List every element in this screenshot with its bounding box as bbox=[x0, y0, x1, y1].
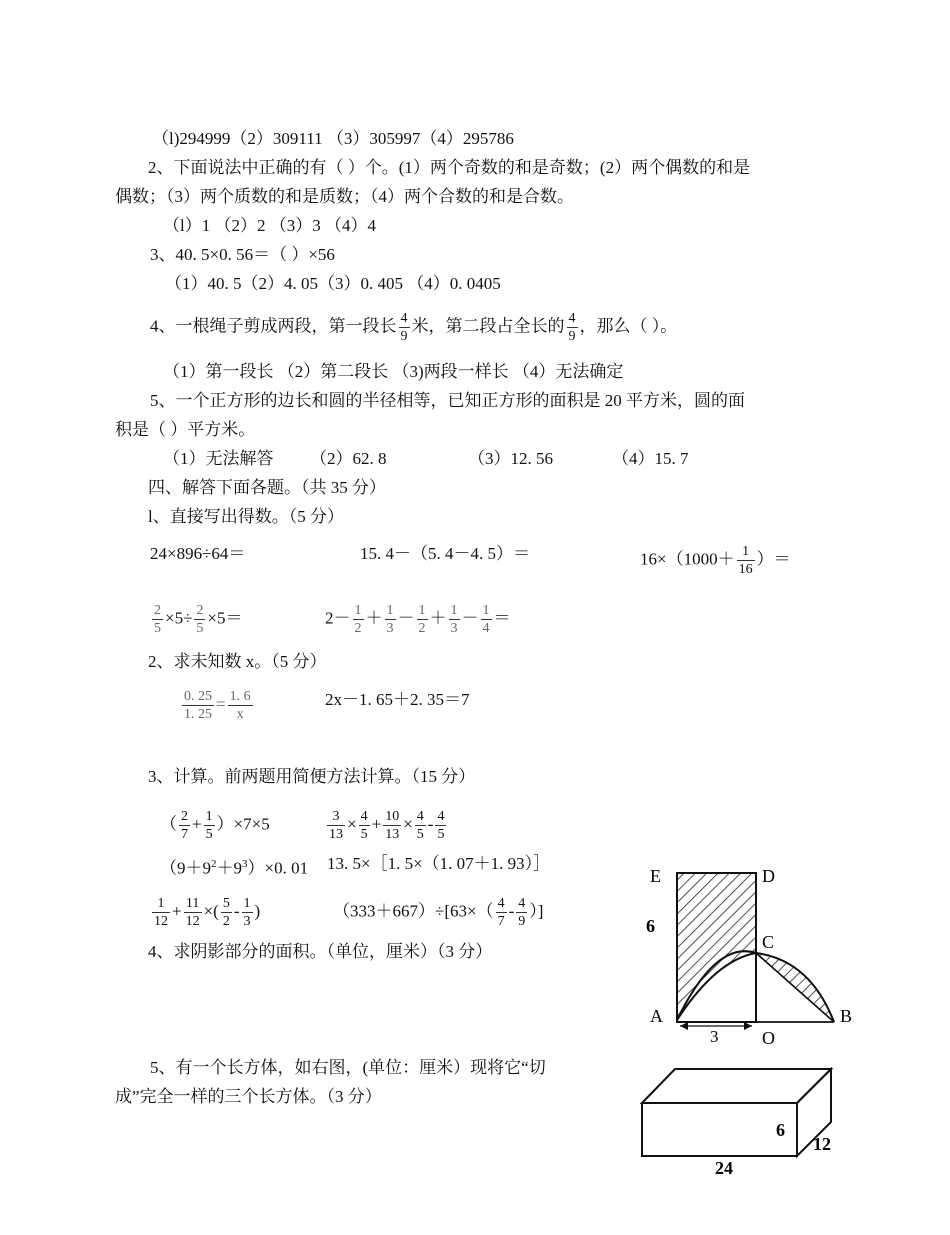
c6-b: ）] bbox=[529, 901, 544, 921]
part4-title: 4、求阴影部分的面积。（单位，厘米）（3 分） bbox=[148, 942, 493, 961]
eq1: $\frac{0. 25}{1. 25}$ = $\frac{1. 6}{x}$ bbox=[184, 689, 251, 722]
label-O: O bbox=[762, 1028, 775, 1048]
fraction-4-5-b: $\frac{4}{5}$ bbox=[416, 809, 424, 842]
calc-c1: （ $\frac{2}{7}$ + $\frac{1}{5}$ ）×7×5 bbox=[160, 809, 270, 842]
fraction-0.25-1.25 bbox=[182, 688, 214, 723]
q3-text: 3、40. 5×0. 56＝（ ）×56 bbox=[150, 245, 335, 264]
frac-den: 9 bbox=[400, 329, 408, 344]
fraction-1-3-c: $\frac{1}{3}$ bbox=[243, 896, 251, 929]
eq2: 2x－1. 65＋2. 35＝7 bbox=[325, 690, 470, 709]
label-6: 6 bbox=[646, 916, 655, 936]
fraction-4-9-c: $\frac{4}{9}$ bbox=[518, 896, 526, 929]
fraction-1.6-x bbox=[228, 688, 253, 723]
fraction-2-7: $\frac{2}{7}$ bbox=[181, 809, 188, 842]
q4-text bbox=[150, 310, 677, 345]
calc2: 15. 4－（5. 4－4. 5）＝ bbox=[360, 544, 530, 563]
calc1: 24×896÷64＝ bbox=[150, 544, 246, 563]
c6-a: （333＋667）÷[63×（ bbox=[333, 901, 494, 921]
frac-den: 9 bbox=[568, 329, 576, 344]
cuboid-figure bbox=[635, 1060, 845, 1180]
q2-line2: 偶数；（3）两个质数的和是质数；（4）两个合数的和是合数。 bbox=[115, 187, 574, 206]
calc4-mid2: ×5＝ bbox=[207, 608, 243, 628]
label-A: A bbox=[650, 1006, 663, 1026]
arrow-head-right bbox=[744, 1022, 752, 1030]
c1-end: ）×7×5 bbox=[216, 814, 270, 834]
frac-num: 4 bbox=[400, 311, 408, 326]
calc3-b: ）＝ bbox=[756, 549, 791, 569]
c3-b: ＋9 bbox=[216, 858, 242, 878]
fraction-3-13: $\frac{3}{13}$ bbox=[329, 809, 343, 842]
label-E: E bbox=[650, 866, 661, 886]
q5-opt1: （1）无法解答 bbox=[163, 449, 274, 468]
calc3 bbox=[640, 543, 791, 578]
label-height-6: 6 bbox=[776, 1120, 785, 1140]
q3-options: （1）40. 5（2）4. 05（3）0. 405 （4）0. 0405 bbox=[165, 274, 501, 293]
label-D: D bbox=[762, 866, 775, 886]
calc-c4: 13. 5×［1. 5×（1. 07＋1. 93）］ bbox=[327, 854, 551, 873]
fraction-1-16 bbox=[737, 543, 755, 578]
part1-title: l、直接写出得数。（5 分） bbox=[148, 507, 344, 526]
calc5: 2－ $\frac{1}{2}$ ＋ $\frac{1}{3}$ － $\frac{1}{2}$ ＋ $\frac{1}{3}$ － $\frac{1}{4}$ ＝ bbox=[325, 603, 511, 636]
q5-opt2: （2）62. 8 bbox=[310, 449, 387, 468]
fraction-1-4: $\frac{1}{4}$ bbox=[482, 603, 490, 636]
cuboid-front bbox=[642, 1103, 797, 1156]
q5-opt4: （4）15. 7 bbox=[612, 449, 689, 468]
q4-part3: ，那么（ ）。 bbox=[579, 316, 678, 336]
arrow-head-left bbox=[680, 1022, 688, 1030]
label-length-24: 24 bbox=[715, 1158, 733, 1178]
frac-num: 4 bbox=[568, 311, 576, 326]
calc5-end: ＝ bbox=[493, 608, 511, 628]
fraction-4-7: $\frac{4}{7}$ bbox=[497, 896, 505, 929]
q5-line1: 5、一个正方形的边长和圆的半径相等，已知正方形的面积是 20 平方米，圆的面 bbox=[150, 391, 745, 410]
calc4-mid1: ×5÷ bbox=[165, 608, 193, 628]
fraction-1-12: $\frac{1}{12}$ bbox=[154, 896, 168, 929]
c3-a: （9＋9 bbox=[160, 858, 211, 878]
calc-c2: $\frac{3}{13}$ × $\frac{4}{5}$ + $\frac{10}{13}$ × $\frac{4}{5}$ - $\frac{4}{5}$ bbox=[329, 809, 445, 842]
fraction-4-9-b bbox=[567, 310, 578, 345]
frac-den: 16 bbox=[738, 562, 753, 577]
q5-opt3: （3）12. 56 bbox=[468, 449, 553, 468]
fraction-2-5-b: $\frac{2}{5}$ bbox=[196, 603, 204, 636]
calc-c5: $\frac{1}{12}$ + $\frac{11}{12}$ ×( $\frac{5}{2}$ - $\frac{1}{3}$ ) bbox=[154, 896, 261, 929]
part5-line2: 成”完全一样的三个长方体。（3 分） bbox=[115, 1087, 382, 1106]
fraction-1-2-b: $\frac{1}{2}$ bbox=[418, 603, 426, 636]
calc5-a: 2－ bbox=[325, 608, 351, 628]
fraction-5-2: $\frac{5}{2}$ bbox=[222, 896, 230, 929]
q4-part1: 4、一根绳子剪成两段，第一段长 bbox=[150, 316, 397, 336]
fraction-4-5: $\frac{4}{5}$ bbox=[360, 809, 368, 842]
calc3-a: 16×（1000＋ bbox=[640, 549, 735, 569]
frac-num: 1. 6 bbox=[229, 689, 251, 704]
fraction-1-2: $\frac{1}{2}$ bbox=[354, 603, 362, 636]
q4-options: （1）第一段长 （2）第二段长 （3)两段一样长 （4）无法确定 bbox=[163, 362, 624, 381]
label-3: 3 bbox=[710, 1027, 719, 1046]
q4-part2: 米，第二段占全长的 bbox=[411, 316, 565, 336]
q2-line1: 2、下面说法中正确的有（ ）个。(1）两个奇数的和是奇数；(2）两个偶数的和是 bbox=[148, 158, 751, 177]
calc4 bbox=[150, 602, 243, 637]
part5-line1: 5、有一个长方体，如右图，(单位：厘米）现将它“切 bbox=[150, 1058, 546, 1077]
part3-title: 3、计算。前两题用简便方法计算。（15 分） bbox=[148, 767, 476, 786]
label-B: B bbox=[840, 1006, 853, 1026]
fraction-11-12: $\frac{11}{12}$ bbox=[185, 896, 200, 929]
fraction-1-3-b: $\frac{1}{3}$ bbox=[450, 603, 458, 636]
frac-num: 0. 25 bbox=[184, 689, 212, 704]
label-width-12: 12 bbox=[813, 1134, 831, 1154]
frac-den: 1. 25 bbox=[184, 707, 212, 722]
calc-c3: $(9+9^2+9^3)\times 0$. 01 bbox=[160, 858, 309, 878]
q1-options: （l)294999（2）309111 （3）305997（4）295786 bbox=[152, 129, 514, 148]
fraction-10-13: $\frac{10}{13}$ bbox=[385, 809, 400, 842]
fraction-4-9 bbox=[399, 310, 410, 345]
section4-title: 四、解答下面各题。（共 35 分） bbox=[148, 478, 386, 497]
fraction-4-5-c: $\frac{4}{5}$ bbox=[437, 809, 445, 842]
frac-den: x bbox=[236, 707, 244, 722]
q2-options: （l）1 （2）2 （3）3 （4）4 bbox=[163, 216, 376, 235]
label-C: C bbox=[762, 932, 775, 952]
shaded-area-figure bbox=[640, 860, 870, 1055]
calc-c6: （333＋667）÷[63×（ $\frac{4}{7}$ - $\frac{4}{9}$ ）] bbox=[333, 896, 544, 929]
part2-title: 2、求未知数 x。（5 分） bbox=[148, 652, 327, 671]
fraction-2-5: $\frac{2}{5}$ bbox=[154, 603, 161, 636]
q5-line2: 积是（ ）平方米。 bbox=[115, 420, 256, 439]
fraction-1-5: $\frac{1}{5}$ bbox=[205, 809, 213, 842]
frac-num: 1 bbox=[737, 543, 755, 561]
c3-c: ）×0. 01 bbox=[247, 858, 309, 878]
chord-cb bbox=[756, 953, 834, 1022]
fraction-1-3: $\frac{1}{3}$ bbox=[386, 603, 394, 636]
